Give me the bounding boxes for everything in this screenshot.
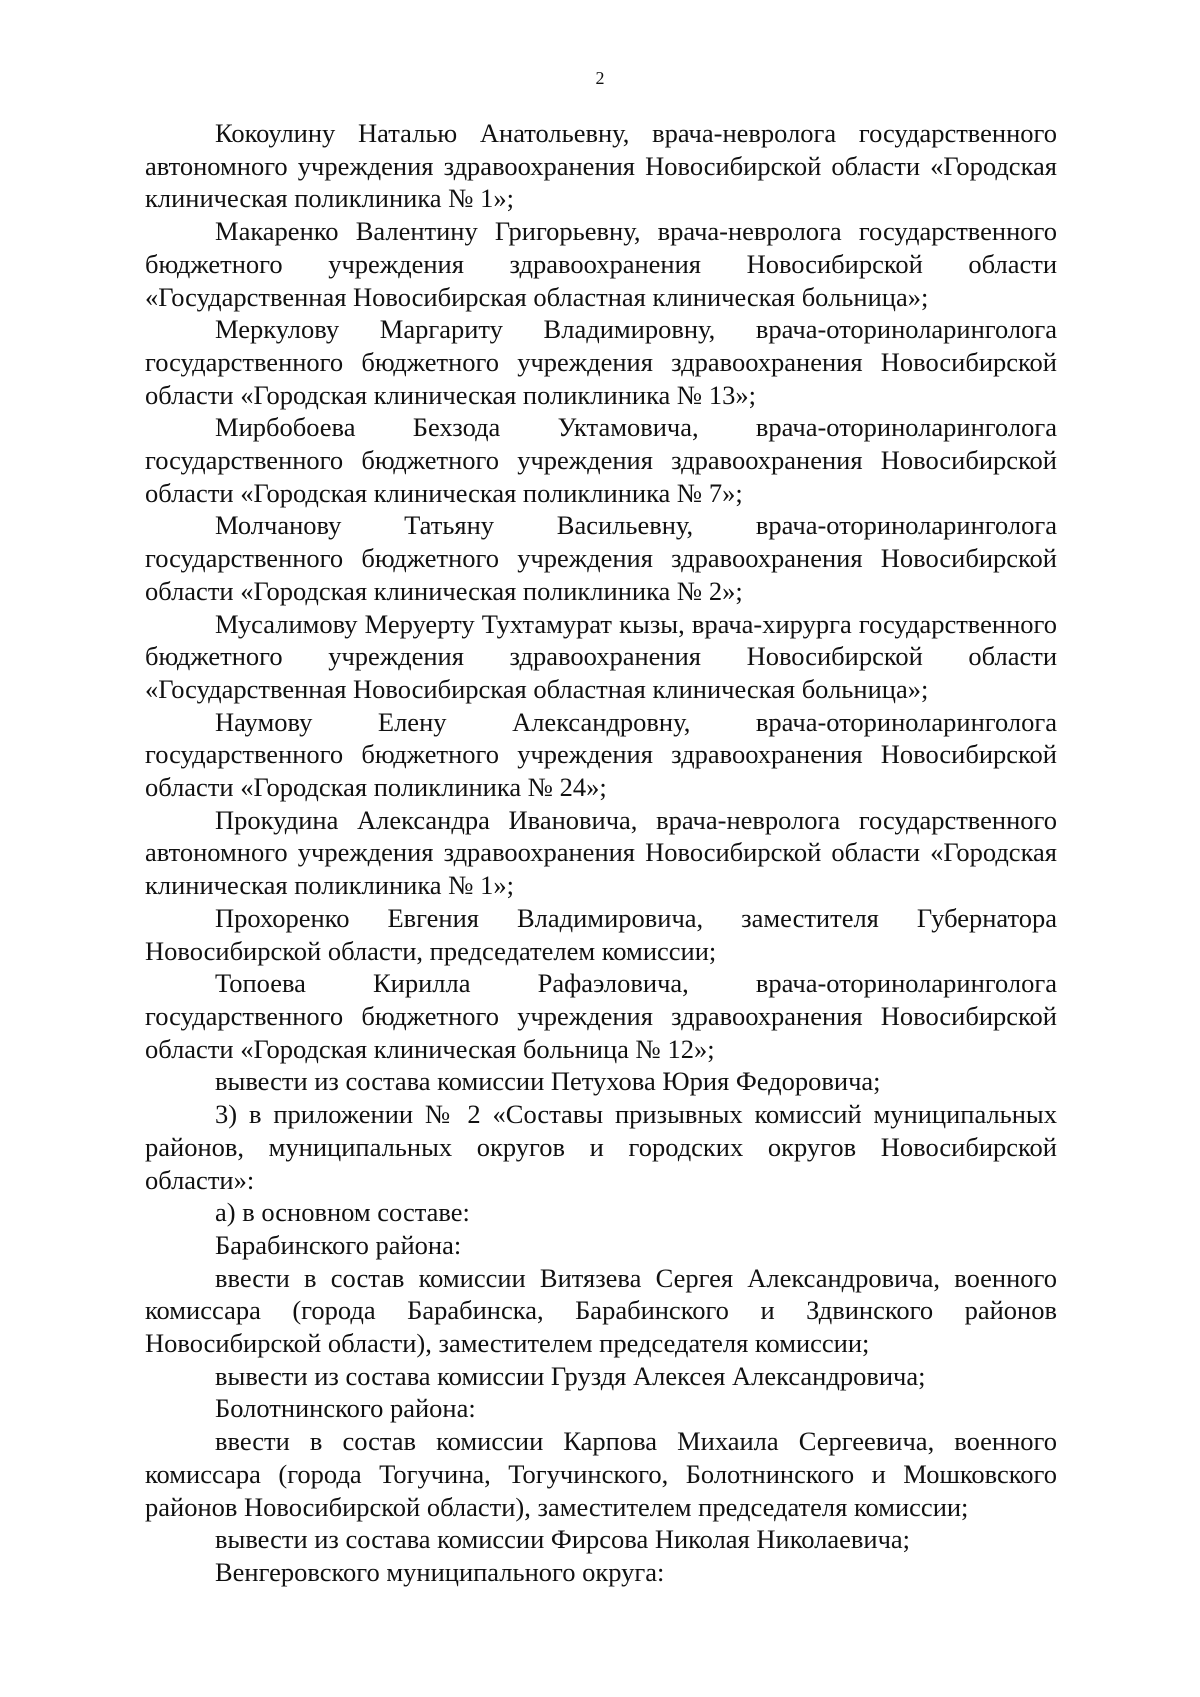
paragraph-kokoulina: Кокоулину Наталью Анатольевну, врача-невролога государственного автономного учреждения здравоохранения Новосибирской области «Городская клиническая поликлиника № 1»; xyxy=(145,118,1057,214)
paragraph-appendix-2: 3) в приложении № 2 «Составы призывных комиссий муниципальных районов, муниципальных округов и городских округов Новосибирской области»: xyxy=(145,1099,1057,1195)
paragraph-remove-firsov: вывести из состава комиссии Фирсова Николая Николаевича; xyxy=(215,1524,911,1555)
paragraph-molchanova: Молчанову Татьяну Васильевну, врача-оториноларинголога государственного бюджетного учреждения здравоохранения Новосибирской области «Городская клиническая поликлиника № 2»; xyxy=(145,510,1057,606)
paragraph-remove-gruzd: вывести из состава комиссии Груздя Алексея Александровича; xyxy=(215,1360,926,1391)
paragraph-bolotnoe-heading: Болотнинского района: xyxy=(215,1393,476,1424)
paragraph-add-vityazev: ввести в состав комиссии Витязева Сергея Александровича, военного комиссара (города Барабинска, Барабинского и Здвинского районов Новосибирской области), заместителем председателя комиссии; xyxy=(145,1262,1057,1359)
page-number: 2 xyxy=(595,68,605,88)
paragraph-naumova: Наумову Елену Александровну, врача-оториноларинголога государственного бюджетного учреждения здравоохранения Новосибирской области «Городская поликлиника № 24»; xyxy=(145,706,1057,803)
document-body xyxy=(145,117,1057,1589)
paragraph-prokudin: Прокудина Александра Ивановича, врача-невролога государственного автономного учреждения здравоохранения Новосибирской области «Городская клиническая поликлиника № 1»; xyxy=(145,804,1057,901)
paragraph-prokhorenko: Прохоренко Евгения Владимировича, заместителя Губернатора Новосибирской области, председателем комиссии; xyxy=(145,902,1057,966)
paragraph-vengerovo-heading: Венгеровского муниципального округа: xyxy=(215,1556,665,1587)
paragraph-makarenko: Макаренко Валентину Григорьевну, врача-невролога государственного бюджетного учреждения здравоохранения Новосибирской области «Государственная Новосибирская областная клиническая больница»; xyxy=(145,216,1057,312)
paragraph-main-composition: а) в основном составе: xyxy=(215,1197,470,1228)
paragraph-topoev: Топоева Кирилла Рафаэловича, врача-оториноларинголога государственного бюджетного учреждения здравоохранения Новосибирской области «Городская клиническая больница № 12»; xyxy=(145,968,1057,1064)
paragraph-mirboboev: Мирбобоева Бехзода Уктамовича, врача-оториноларинголога государственного бюджетного учреждения здравоохранения Новосибирской области «Городская клиническая поликлиника № 7»; xyxy=(145,412,1057,508)
paragraph-add-karpov: ввести в состав комиссии Карпова Михаила Сергеевича, военного комиссара (города Тогучина, Тогучинского, Болотнинского и Мошковского районов Новосибирской области), заместителем председателя комиссии; xyxy=(145,1426,1057,1522)
paragraph-barabinsk-heading: Барабинского района: xyxy=(215,1229,462,1260)
paragraph-musalimova: Мусалимову Меруерту Тухтамурат кызы, врача-хирурга государственного бюджетного учреждения здравоохранения Новосибирской области «Государственная Новосибирская областная клиническая больница»; xyxy=(145,608,1057,704)
paragraph-merkulova: Меркулову Маргариту Владимировну, врача-оториноларинголога государственного бюджетного учреждения здравоохранения Новосибирской области «Городская клиническая поликлиника № 13»; xyxy=(145,314,1057,410)
paragraph-remove-petukhov: вывести из состава комиссии Петухова Юрия Федоровича; xyxy=(215,1066,881,1097)
